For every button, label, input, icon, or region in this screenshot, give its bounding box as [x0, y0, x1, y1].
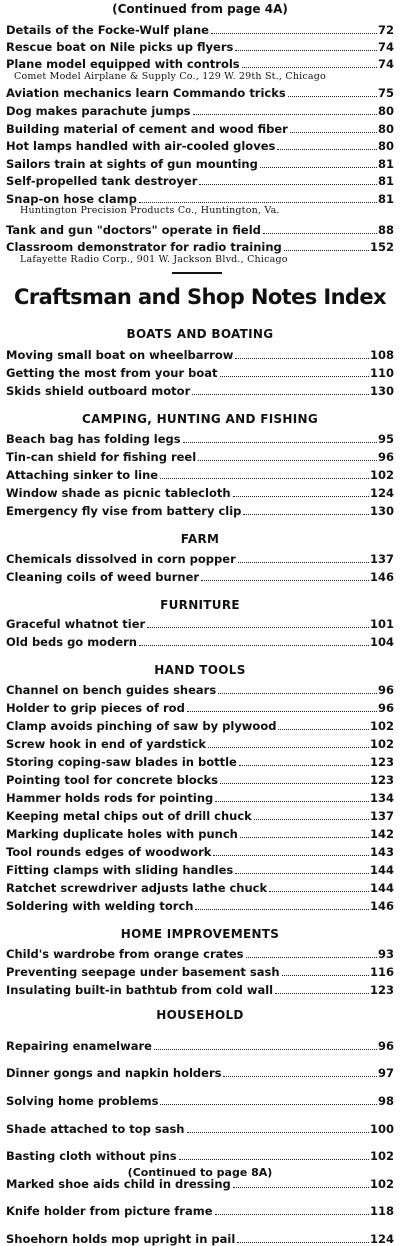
entry-title: Soldering with welding torch: [6, 899, 194, 913]
index-entry: [6, 122, 394, 136]
leader-dots: [278, 729, 369, 730]
section-divider: [172, 272, 222, 274]
leader-dots: [233, 1187, 369, 1188]
entry-title: Aviation mechanics learn Commando tricks: [6, 86, 286, 100]
entry-page: 75: [377, 86, 394, 100]
leader-dots: [275, 993, 369, 994]
entry-page: 104: [369, 635, 394, 649]
index-entry: [6, 157, 394, 171]
leader-dots: [237, 1242, 369, 1243]
entry-title: Preventing seepage under basement sash: [6, 965, 280, 979]
index-entry: [6, 845, 394, 859]
entry-title: Holder to grip pieces of rod: [6, 701, 185, 715]
index-entry: [6, 468, 394, 482]
leader-dots: [213, 855, 369, 856]
entry-page: 102: [369, 737, 394, 751]
leader-dots: [208, 747, 369, 748]
entry-page: 96: [377, 450, 394, 464]
leader-dots: [201, 580, 369, 581]
index-entry: [6, 863, 394, 877]
entry-title: Moving small boat on wheelbarrow: [6, 348, 234, 362]
leader-dots: [220, 783, 369, 784]
leader-dots: [154, 1049, 377, 1050]
index-entry: [6, 1095, 394, 1108]
index-entry: [6, 552, 394, 566]
leader-dots: [235, 873, 369, 874]
leader-dots: [269, 891, 369, 892]
index-entry: [6, 1178, 394, 1191]
leader-dots: [187, 1132, 369, 1133]
index-entry: [6, 1040, 394, 1053]
entry-page: 74: [377, 57, 394, 71]
entry-title: Knife holder from picture frame: [6, 1205, 213, 1219]
index-entry: [6, 899, 394, 913]
leader-dots: [288, 96, 377, 97]
index-entry: [6, 983, 394, 997]
leader-dots: [139, 202, 377, 203]
entry-page: 101: [369, 617, 394, 631]
leader-dots: [284, 250, 369, 251]
leader-dots: [215, 801, 369, 802]
index-entry: [6, 174, 394, 188]
entry-page: 130: [369, 504, 394, 518]
entry-title: Old beds go modern: [6, 635, 137, 649]
leader-dots: [277, 149, 377, 150]
index-entry: [6, 1233, 394, 1246]
leader-dots: [199, 184, 377, 185]
entry-page: 142: [369, 827, 394, 841]
entry-title: Basting cloth without pins: [6, 1150, 177, 1164]
index-entry: [6, 947, 394, 961]
index-entry: [6, 450, 394, 464]
entry-page: 134: [369, 791, 394, 805]
entry-title: Hot lamps handled with air-cooled gloves: [6, 139, 276, 153]
index-entry: [6, 881, 394, 895]
entry-title: Keeping metal chips out of drill chuck: [6, 809, 252, 823]
leader-dots: [218, 693, 377, 694]
entry-page: 146: [369, 899, 394, 913]
entry-title: Tin-can shield for fishing reel: [6, 450, 197, 464]
entry-title: Hammer holds rods for pointing: [6, 791, 214, 805]
leader-dots: [147, 627, 369, 628]
index-entry: [6, 432, 394, 446]
leader-dots: [260, 167, 377, 168]
manufacturer-source: Huntington Precision Products Co., Huntington, Va.: [20, 205, 280, 216]
leader-dots: [246, 957, 377, 958]
entry-title: Cleaning coils of weed burner: [6, 570, 200, 584]
entry-page: 102: [369, 719, 394, 733]
entry-title: Shade attached to top sash: [6, 1122, 185, 1136]
entry-page: 96: [377, 683, 394, 697]
category-heading: CAMPING, HUNTING AND FISHING: [81, 412, 319, 426]
index-entry: [6, 773, 394, 787]
leader-dots: [235, 50, 377, 51]
entry-title: Chemicals dissolved in corn popper: [6, 552, 236, 566]
entry-title: Tank and gun "doctors" operate in field: [6, 223, 261, 237]
index-entry: [6, 635, 394, 649]
entry-page: 102: [369, 1150, 394, 1164]
leader-dots: [240, 837, 369, 838]
entry-page: 118: [369, 1205, 394, 1219]
index-entry: [6, 139, 394, 153]
index-entry: [6, 683, 394, 697]
leader-dots: [192, 394, 369, 395]
index-entry: [6, 965, 394, 979]
entry-title: Skids shield outboard motor: [6, 384, 191, 398]
leader-dots: [242, 67, 377, 68]
leader-dots: [193, 114, 377, 115]
entry-title: Marked shoe aids child in dressing: [6, 1177, 231, 1191]
index-entry: [6, 791, 394, 805]
entry-title: Repairing enamelware: [6, 1039, 152, 1053]
category-heading: BOATS AND BOATING: [126, 327, 274, 341]
entry-page: 102: [369, 468, 394, 482]
index-entry: [6, 348, 394, 362]
entry-title: Pointing tool for concrete blocks: [6, 773, 219, 787]
entry-page: 144: [369, 881, 394, 895]
entry-title: Getting the most from your boat: [6, 366, 218, 380]
entry-page: 124: [369, 486, 394, 500]
index-entry: [6, 23, 394, 37]
entry-page: 100: [369, 1122, 394, 1136]
entry-title: Dinner gongs and napkin holders: [6, 1067, 222, 1081]
manufacturer-source: Lafayette Radio Corp., 901 W. Jackson Blvd., Chicago: [20, 254, 288, 265]
index-entry: [6, 617, 394, 631]
continued-from-note: (Continued from page 4A): [112, 2, 288, 16]
entry-title: Self-propelled tank destroyer: [6, 174, 198, 188]
leader-dots: [211, 33, 377, 34]
entry-page: 80: [377, 139, 394, 153]
entry-title: Insulating built-in bathtub from cold wall: [6, 983, 274, 997]
leader-dots: [223, 1076, 377, 1077]
index-entry: [6, 1150, 394, 1163]
entry-title: Rescue boat on Nile picks up flyers: [6, 40, 234, 54]
entry-title: Screw hook in end of yardstick: [6, 737, 207, 751]
category-heading: HOME IMPROVEMENTS: [120, 927, 280, 941]
entry-page: 130: [369, 384, 394, 398]
index-title: Craftsman and Shop Notes Index: [14, 285, 386, 309]
entry-page: 124: [369, 1233, 394, 1246]
entry-title: Tool rounds edges of woodwork: [6, 845, 212, 859]
entry-title: Attaching sinker to line: [6, 468, 159, 482]
index-entry: [6, 737, 394, 751]
leader-dots: [215, 1214, 369, 1215]
entry-title: Graceful whatnot tier: [6, 617, 146, 631]
entry-title: Beach bag has folding legs: [6, 432, 181, 446]
index-entry: [6, 104, 394, 118]
leader-dots: [160, 478, 369, 479]
entry-title: Window shade as picnic tablecloth: [6, 486, 231, 500]
entry-title: Child's wardrobe from orange crates: [6, 947, 244, 961]
index-entry: [6, 86, 394, 100]
entry-title: Channel on bench guides shears: [6, 683, 217, 697]
entry-page: 102: [369, 1177, 394, 1191]
entry-title: Plane model equipped with controls: [6, 57, 240, 71]
entry-title: Marking duplicate holes with punch: [6, 827, 238, 841]
index-entry: [6, 1123, 394, 1136]
entry-page: 146: [369, 570, 394, 584]
entry-page: 137: [369, 552, 394, 566]
index-entry: [6, 366, 394, 380]
leader-dots: [254, 819, 369, 820]
leader-dots: [179, 1159, 369, 1160]
index-entry: [6, 57, 394, 71]
index-entry: [6, 1067, 394, 1080]
entry-page: 123: [369, 773, 394, 787]
entry-page: 123: [369, 755, 394, 769]
entry-page: 108: [369, 348, 394, 362]
leader-dots: [239, 765, 369, 766]
category-heading: FURNITURE: [160, 598, 240, 612]
entry-page: 110: [369, 366, 394, 380]
index-entry: [6, 240, 394, 254]
entry-title: Sailors train at sights of gun mounting: [6, 157, 258, 171]
entry-title: Details of the Focke-Wulf plane: [6, 23, 209, 37]
leader-dots: [198, 460, 377, 461]
category-heading: HAND TOOLS: [154, 663, 246, 677]
entry-title: Storing coping-saw blades in bottle: [6, 755, 237, 769]
entry-page: 123: [369, 983, 394, 997]
entry-page: 81: [377, 174, 394, 188]
entry-title: Dog makes parachute jumps: [6, 104, 191, 118]
index-entry: [6, 384, 394, 398]
entry-page: 93: [377, 947, 394, 961]
leader-dots: [139, 645, 369, 646]
leader-dots: [290, 132, 377, 133]
entry-page: 96: [377, 701, 394, 715]
entry-page: 116: [369, 965, 394, 979]
entry-title: Building material of cement and wood fiber: [6, 122, 288, 136]
leader-dots: [195, 909, 369, 910]
entry-title: Emergency fly vise from battery clip: [6, 504, 242, 518]
leader-dots: [263, 233, 377, 234]
entry-page: 81: [377, 192, 394, 206]
entry-page: 137: [369, 809, 394, 823]
index-entry: [6, 192, 394, 206]
leader-dots: [187, 711, 377, 712]
leader-dots: [183, 442, 377, 443]
leader-dots: [282, 975, 369, 976]
index-entry: [6, 570, 394, 584]
entry-page: 144: [369, 863, 394, 877]
entry-title: Solving home problems: [6, 1095, 159, 1108]
entry-page: 88: [377, 223, 394, 237]
category-heading: HOUSEHOLD: [156, 1008, 244, 1022]
entry-page: 81: [377, 157, 394, 171]
continued-to-note: (Continued to page 8A): [127, 1166, 273, 1179]
entry-page: 95: [377, 432, 394, 446]
entry-page: 143: [369, 845, 394, 859]
entry-title: Clamp avoids pinching of saw by plywood: [6, 719, 277, 733]
entry-page: 80: [377, 122, 394, 136]
entry-title: Classroom demonstrator for radio training: [6, 240, 282, 254]
entry-page: 96: [377, 1039, 394, 1053]
index-entry: [6, 486, 394, 500]
index-entry: [6, 719, 394, 733]
entry-title: Snap-on hose clamp: [6, 192, 137, 206]
entry-page: 97: [377, 1067, 394, 1081]
index-entry: [6, 1205, 394, 1218]
index-entry: [6, 827, 394, 841]
index-entry: [6, 40, 394, 54]
entry-page: 152: [369, 240, 394, 254]
index-entry: [6, 504, 394, 518]
entry-title: Ratchet screwdriver adjusts lathe chuck: [6, 881, 268, 895]
entry-page: 72: [377, 23, 394, 37]
entry-title: Fitting clamps with sliding handles: [6, 863, 234, 877]
index-entry: [6, 755, 394, 769]
manufacturer-source: Comet Model Airplane & Supply Co., 129 W. 29th St., Chicago: [14, 71, 326, 82]
category-heading: FARM: [180, 532, 220, 546]
entry-page: 74: [377, 40, 394, 54]
index-entry: [6, 809, 394, 823]
leader-dots: [238, 562, 369, 563]
leader-dots: [160, 1104, 377, 1105]
entry-title: Shoehorn holds mop upright in pail: [6, 1233, 236, 1246]
leader-dots: [243, 514, 369, 515]
leader-dots: [235, 358, 369, 359]
leader-dots: [220, 376, 369, 377]
index-entry: [6, 701, 394, 715]
leader-dots: [233, 496, 369, 497]
entry-page: 80: [377, 104, 394, 118]
entry-page: 98: [377, 1095, 394, 1108]
index-entry: [6, 223, 394, 237]
